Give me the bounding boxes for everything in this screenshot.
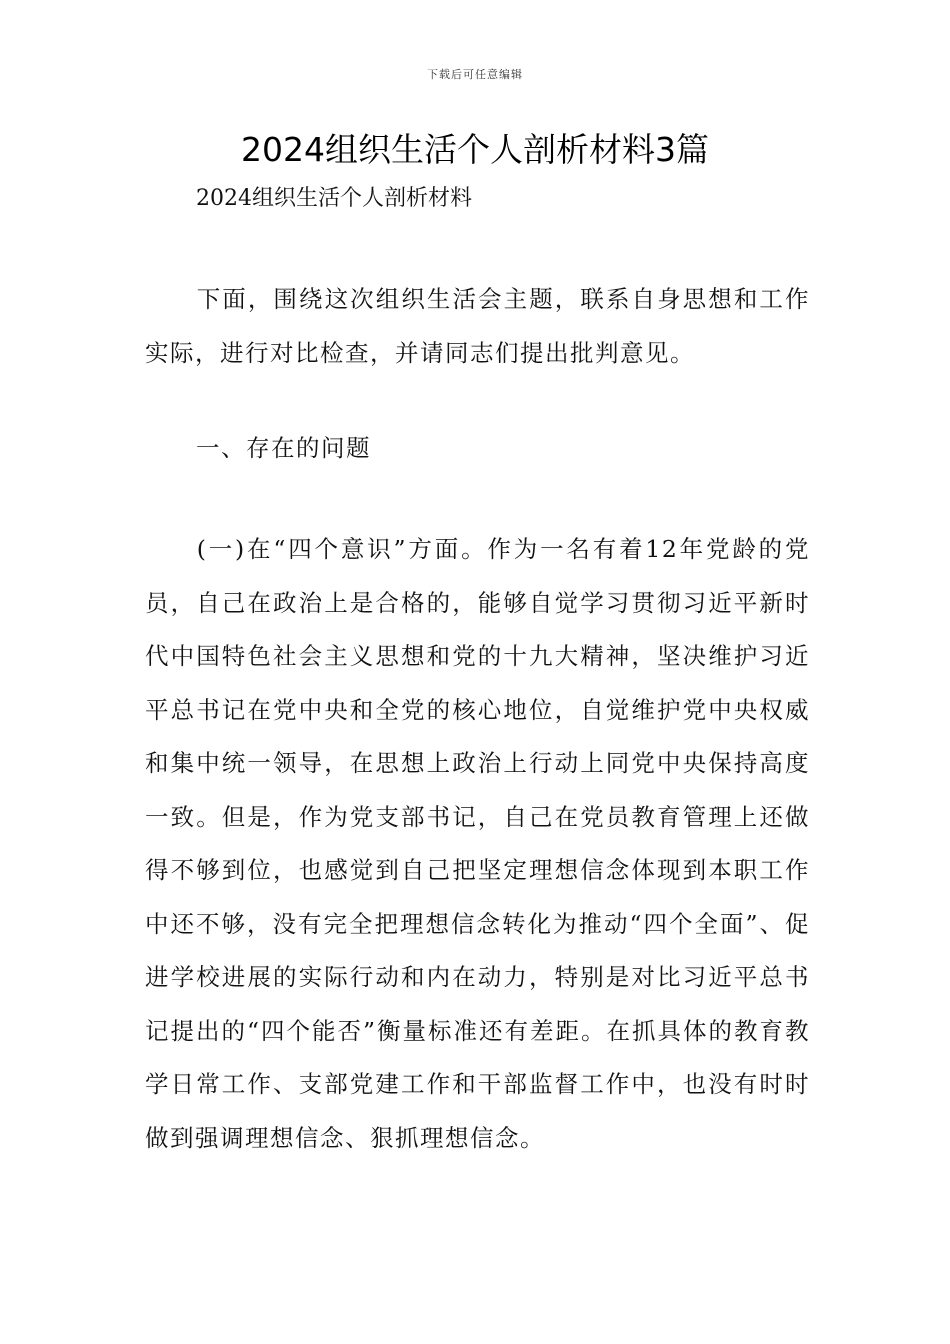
header-note: 下载后可任意编辑 [427,68,523,81]
document-subtitle: 2024组织生活个人剖析材料 [196,186,472,211]
section-heading: 一、存在的问题 [196,434,371,462]
body-paragraph: (一)在“四个意识”方面。作为一名有着12年党龄的党员，自己在政治上是合格的，能够自觉学习贯彻习近平新时代中国特色社会主义思想和党的十九大精神，坚决维护习近平总书记在党中央和全党的核心地位，自觉维护党中央权威和集中统一领导，在思想上政治上行动上同党中央保持高度一致。但是，作为党支部书记，自己在党员教育管理上还做得不够到位，也感觉到自己把坚定理想信念体现到本职工作中还不够，没有完全把理想信念转化为推动“四个全面”、促进学校进展的实际行动和内在动力，特别是对比习近平总书记提出的“四个能否”衡量标准还有差距。在抓具体的教育教学日常工作、支部党建工作和干部监督工作中，也没有时时做到强调理想信念、狠抓理想信念。 [145,535,810,1152]
document-title: 2024组织生活个人剖析材料3篇 [241,130,709,169]
intro-paragraph: 下面，围绕这次组织生活会主题，联系自身思想和工作实际，进行对比检查，并请同志们提出批判意见。 [145,285,810,367]
